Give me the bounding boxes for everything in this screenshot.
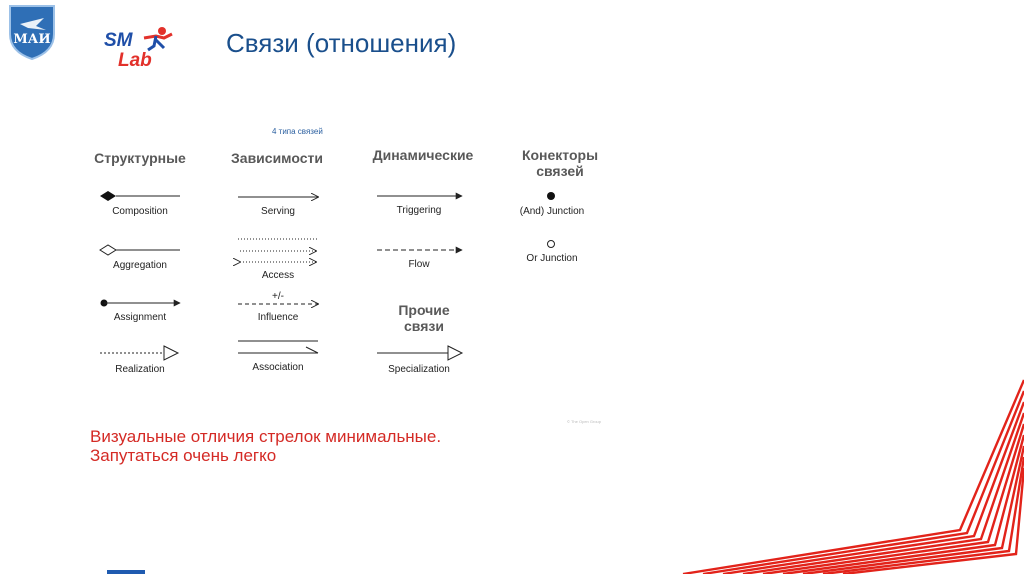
association-arrow [238,341,318,353]
label-aggregation: Aggregation [113,260,167,271]
smlab-logo-sm: SM [104,30,133,51]
mai-logo-text: МАИ [13,31,51,47]
note-line-1: Визуальные отличия стрелок минимальные. [90,427,442,446]
label-access: Access [261,270,295,281]
access-arrow [238,239,318,262]
page-title: Связи (отношения) [226,28,457,58]
label-serving: Serving [261,206,295,217]
note-text [90,427,441,465]
label-influence: Influence [257,312,299,323]
label-assignment: Assignment [113,312,167,323]
label-triggering: Triggering [396,205,442,216]
category-other: Прочие связи [398,302,450,334]
specialization-arrow [377,346,462,360]
category-structural: Структурные [94,150,186,166]
category-dynamic: Динамические [372,147,474,163]
composition-arrow [100,191,180,201]
smlab-logo-lab: Lab [118,50,152,71]
or-junction-dot [548,241,555,248]
realization-arrow [100,346,178,360]
label-composition: Composition [112,206,168,217]
label-specialization: Specialization [388,364,450,375]
copyright-note: © The Open Group [567,419,602,424]
note-line-2: Запутаться очень легко [90,446,277,465]
label-or-junction: Or Junction [526,253,578,264]
diagram-subtitle: 4 типа связей [272,127,323,136]
label-and-junction: (And) Junction [519,206,585,217]
category-connectors: Конекторы связей [521,147,599,179]
label-realization: Realization [115,364,165,375]
label-influence-sign: +/- [272,291,284,302]
category-dependency: Зависимости [231,150,323,166]
aggregation-arrow [100,245,180,255]
bottom-accent-bar [107,570,145,574]
label-flow: Flow [408,259,430,270]
and-junction-dot [547,192,555,200]
label-association: Association [252,362,304,373]
assignment-arrow [101,300,181,307]
decorative-red-stripes [683,380,1024,574]
